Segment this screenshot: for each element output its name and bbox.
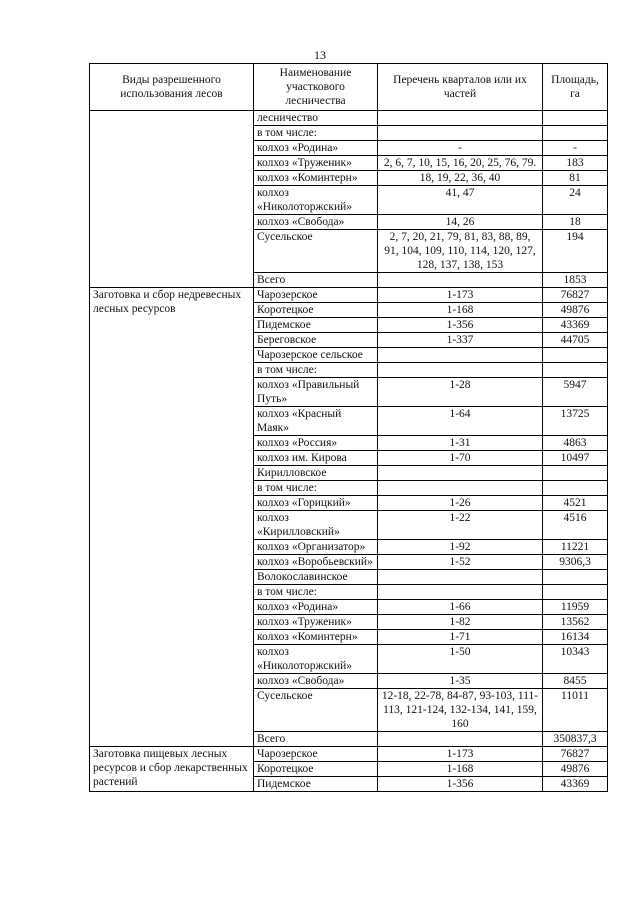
forestry-name-cell: в том числе:: [254, 585, 378, 600]
area-cell: 350837,3: [543, 732, 608, 747]
area-cell: 13725: [543, 407, 608, 436]
forestry-name-cell: колхоз «Николоторжский»: [254, 186, 378, 215]
forestry-name-cell: колхоз «Кирилловский»: [254, 511, 378, 540]
quarters-cell: -: [378, 141, 543, 156]
use-type-cell: Заготовка и сбор недревесных лесных ресурсов: [90, 288, 254, 747]
area-cell: 11959: [543, 600, 608, 615]
quarters-cell: 12-18, 22-78, 84-87, 93-103, 111-113, 121-124, 132-134, 141, 159, 160: [378, 689, 543, 732]
area-cell: 44705: [543, 333, 608, 348]
area-cell: 16134: [543, 630, 608, 645]
area-cell: 49876: [543, 762, 608, 777]
forestry-name-cell: колхоз «Коминтерн»: [254, 171, 378, 186]
quarters-cell: 1-356: [378, 777, 543, 792]
area-cell: [543, 363, 608, 378]
forestry-name-cell: Чарозерское: [254, 288, 378, 303]
area-cell: 43369: [543, 777, 608, 792]
area-cell: 4516: [543, 511, 608, 540]
area-cell: 9306,3: [543, 555, 608, 570]
header-use-type: Виды разрешенного использования лесов: [90, 64, 254, 111]
quarters-cell: 18, 19, 22, 36, 40: [378, 171, 543, 186]
forestry-name-cell: Сусельское: [254, 689, 378, 732]
quarters-cell: 1-26: [378, 496, 543, 511]
area-cell: 8455: [543, 674, 608, 689]
forestry-name-cell: колхоз им. Кирова: [254, 451, 378, 466]
area-cell: 4521: [543, 496, 608, 511]
forest-use-table: [89, 63, 608, 792]
forestry-name-cell: в том числе:: [254, 363, 378, 378]
quarters-cell: [378, 126, 543, 141]
area-cell: 13562: [543, 615, 608, 630]
header-quarters-list: Перечень кварталов или их частей: [378, 64, 543, 111]
forestry-name-cell: Пидемское: [254, 777, 378, 792]
forestry-name-cell: в том числе:: [254, 126, 378, 141]
area-cell: [543, 348, 608, 363]
quarters-cell: [378, 273, 543, 288]
forestry-name-cell: Чарозерское сельское: [254, 348, 378, 363]
quarters-cell: 2, 6, 7, 10, 15, 16, 20, 25, 76, 79.: [378, 156, 543, 171]
quarters-cell: 1-173: [378, 747, 543, 762]
area-cell: [543, 481, 608, 496]
area-cell: 76827: [543, 288, 608, 303]
quarters-cell: 1-35: [378, 674, 543, 689]
quarters-cell: 1-31: [378, 436, 543, 451]
area-cell: 43369: [543, 318, 608, 333]
quarters-cell: [378, 732, 543, 747]
quarters-cell: [378, 348, 543, 363]
forestry-name-cell: колхоз «Правильный Путь»: [254, 378, 378, 407]
forestry-name-cell: колхоз «Россия»: [254, 436, 378, 451]
quarters-cell: [378, 481, 543, 496]
table-row: [90, 111, 608, 126]
forestry-name-cell: Сусельское: [254, 230, 378, 273]
forestry-name-cell: колхоз «Горицкий»: [254, 496, 378, 511]
forestry-name-cell: Коротецкое: [254, 762, 378, 777]
area-cell: 81: [543, 171, 608, 186]
forestry-name-cell: Кирилловское: [254, 466, 378, 481]
quarters-cell: 1-168: [378, 303, 543, 318]
forestry-name-cell: колхоз «Родина»: [254, 600, 378, 615]
quarters-cell: 1-28: [378, 378, 543, 407]
forestry-name-cell: колхоз «Свобода»: [254, 215, 378, 230]
forestry-name-cell: Береговское: [254, 333, 378, 348]
table-body: [90, 111, 608, 792]
area-cell: 194: [543, 230, 608, 273]
area-cell: 76827: [543, 747, 608, 762]
use-type-cell: [90, 111, 254, 288]
area-cell: -: [543, 141, 608, 156]
quarters-cell: 1-92: [378, 540, 543, 555]
area-cell: 5947: [543, 378, 608, 407]
area-cell: [543, 570, 608, 585]
quarters-cell: 1-52: [378, 555, 543, 570]
use-type-cell: Заготовка пищевых лесных ресурсов и сбор лекарственных растений: [90, 747, 254, 792]
forestry-name-cell: колхоз «Свобода»: [254, 674, 378, 689]
quarters-cell: [378, 466, 543, 481]
table-header-row: [90, 64, 608, 111]
quarters-cell: 1-22: [378, 511, 543, 540]
area-cell: 183: [543, 156, 608, 171]
forestry-name-cell: Коротецкое: [254, 303, 378, 318]
area-cell: [543, 585, 608, 600]
forestry-name-cell: в том числе:: [254, 481, 378, 496]
forestry-name-cell: колхоз «Труженик»: [254, 615, 378, 630]
quarters-cell: 1-66: [378, 600, 543, 615]
area-cell: 10497: [543, 451, 608, 466]
area-cell: 11011: [543, 689, 608, 732]
quarters-cell: 1-356: [378, 318, 543, 333]
area-cell: 1853: [543, 273, 608, 288]
forestry-name-cell: колхоз «Николоторжский»: [254, 645, 378, 674]
forestry-name-cell: Чарозерское: [254, 747, 378, 762]
area-cell: 4863: [543, 436, 608, 451]
quarters-cell: 1-168: [378, 762, 543, 777]
table-row: [90, 288, 608, 303]
quarters-cell: [378, 111, 543, 126]
forestry-name-cell: колхоз «Организатор»: [254, 540, 378, 555]
forestry-name-cell: Всего: [254, 732, 378, 747]
quarters-cell: 1-71: [378, 630, 543, 645]
forestry-name-cell: колхоз «Красный Маяк»: [254, 407, 378, 436]
forestry-name-cell: лесничество: [254, 111, 378, 126]
area-cell: 24: [543, 186, 608, 215]
forestry-name-cell: Пидемское: [254, 318, 378, 333]
area-cell: [543, 111, 608, 126]
forestry-name-cell: колхоз «Труженик»: [254, 156, 378, 171]
forestry-name-cell: Волокославинское: [254, 570, 378, 585]
area-cell: 10343: [543, 645, 608, 674]
area-cell: [543, 126, 608, 141]
quarters-cell: [378, 570, 543, 585]
quarters-cell: 1-70: [378, 451, 543, 466]
quarters-cell: [378, 585, 543, 600]
table-row: [90, 747, 608, 762]
forestry-name-cell: колхоз «Воробьевский»: [254, 555, 378, 570]
area-cell: 49876: [543, 303, 608, 318]
quarters-cell: 1-173: [378, 288, 543, 303]
quarters-cell: 14, 26: [378, 215, 543, 230]
quarters-cell: 1-82: [378, 615, 543, 630]
forestry-name-cell: колхоз «Родина»: [254, 141, 378, 156]
quarters-cell: 1-64: [378, 407, 543, 436]
quarters-cell: 1-337: [378, 333, 543, 348]
header-area: Площадь, га: [543, 64, 608, 111]
quarters-cell: [378, 363, 543, 378]
area-cell: [543, 466, 608, 481]
forestry-name-cell: колхоз «Коминтерн»: [254, 630, 378, 645]
area-cell: 11221: [543, 540, 608, 555]
area-cell: 18: [543, 215, 608, 230]
quarters-cell: 2, 7, 20, 21, 79, 81, 83, 88, 89, 91, 104, 109, 110, 114, 120, 127, 128, 137, 138, 153: [378, 230, 543, 273]
forestry-name-cell: Всего: [254, 273, 378, 288]
quarters-cell: 1-50: [378, 645, 543, 674]
header-forestry-name: Наименование участкового лесничества: [254, 64, 378, 111]
quarters-cell: 41, 47: [378, 186, 543, 215]
page-number: 13: [314, 48, 326, 62]
